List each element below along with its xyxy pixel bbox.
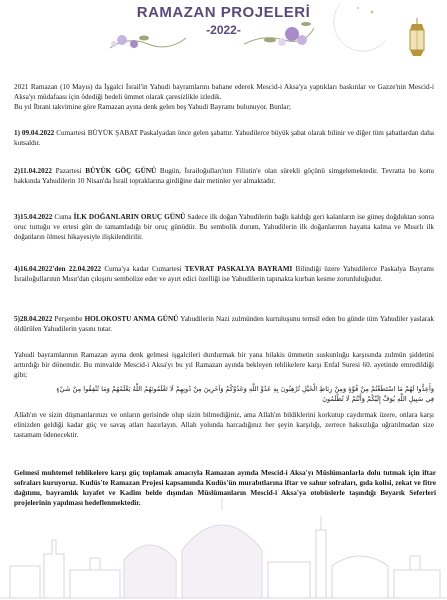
page-subtitle: -2022- [206, 23, 241, 37]
context-paragraph: Yahudi bayramlarının Ramazan ayına denk gelmesi işgalcileri durdurmak bir yana bilakis ümmetin suskunluğu karşısında zulmün şiddetini arttırdığı bir dönemdir. Bu minvalde Mescid-i Aksa'yı bu yıl Ramazan ayında bekleyen tehlikelere karşı Enfal Suresi 60. ayetinde emredildiği gibi; [14, 351, 434, 379]
holiday-date: 4)16.04.2022'den 22.04.2022 [14, 265, 102, 273]
holiday-description: Yahudilerin Nazi zulmünden kurtuluşunu temsil eden bu günde tüm Yahudiler yaslarak öldürülen Yahudilerin yasını tutar. [14, 315, 434, 333]
holiday-name: HOLOKOSTU ANMA GÜNÜ [84, 315, 179, 323]
page-title: RAMAZAN PROJELERİ [136, 4, 311, 21]
holiday-description: Bilindiği üzere Yahudilerce Paskalya Bayramı İsrailoğullarının Mısır'dan çıkışını sembolize eder ve ayırt edici özelliği ise Yahudilerin tapınakta kurban kesme zorunluluğudur. [14, 265, 434, 283]
holiday-description: Bugün, İsrailoğulları'nın Filistin'e olan sürekli göçünü simgelemektedir. Tevratta bu konu hakkında Yahudilerin 10 Nisan'da İsrail topraklarına girdiğine dair metinler yer almaktadır. [14, 167, 434, 185]
quran-verse [14, 384, 434, 404]
holiday-date: 5)28.04.2022 [14, 315, 53, 323]
holiday-date: 1) 09.04.2022 [14, 129, 55, 137]
holiday-name: TEVRAT PASKALYA BAYRAMI [184, 265, 293, 273]
call-to-action: Gelmesi muhtemel tehlikelere karşı güç toplamak amacıyla Ramazan ayında Mescid-i Aksa'yı Müslümanlarla dolu tutmak için iftar sofraları kuruyoruz. Kudüs'te Ramazan Projesi kapsamında Kudüs'ün murabıtlarına iftar ve sahur sofraları, gıda kolisi, zekat ve fitre dağıtımı, bayramlık kıyafet ve Kadim belde dışından Müslümanların Mescid-i Aksa'ya otobüslerle taşındığı Beyarık Seferleri projelerinin yapılması hedeflenmektedir. [14, 468, 436, 507]
holiday-name: İLK DOĞANLARIN ORUÇ GÜNÜ [73, 213, 186, 221]
intro-section [14, 82, 434, 112]
holiday-item-1: 1) 09.04.2022 Cumartesi BÜYÜK ŞABAT Paskalyadan önce gelen şabattır. Yahudilerce büyük şabat olarak bilinir ve diğer tüm şabatlardan daha kutsaldır. [14, 129, 434, 147]
holiday-item-2: 2)11.04.2022 Pazartesi BÜYÜK GÖÇ GÜNÜ Bugün, İsrailoğulları'nın Filistin'e olan sürekli göçünü simgelemektedir. Tevratta bu konu hakkında Yahudilerin 10 Nisan'da İsrail topraklarına girdiğine dair metinler yer almaktadır. [14, 167, 434, 185]
holiday-description: Sadece ilk doğan Yahudilerin bağlı kaldığı geri kalanların ise güneş doğduktan sonra oruc tuttuğu ve ertesi gün de tamamladığı bir oruç günüdür. Bu sembolik durum, Yahudilerin ilk doğanlarının hayatta kalma ve Mısırlı ilk doğanların ölmesi hikayesiyle ilişkilendirilir. [14, 213, 434, 241]
verse-translation: Allah'ın ve sizin düşmanlarınızı ve onların gerisinde olup sizin bilmediğiniz, ama Allah'ın bildiklerini korkutup caydırmak üzere, onlara karşı elinizden geldiği kadar güç ve savaş atları hazırlayın. Allah yolunda harcadığınız her şeyin karşılığı, zerrece haksızlığa uğratılmadan size tastamam ödenecektir. [14, 411, 434, 439]
holiday-item-4: 4)16.04.2022'den 22.04.2022 Cuma'ya kadar Cumartesi TEVRAT PASKALYA BAYRAMI Bilindiği üzere Yahudilerce Paskalya Bayramı İsrailoğullarının Mısır'dan çıkışını sembolize eder ve ayırt edici özelliği ise Yahudilerin tapınakta kurban kesme zorunluluğudur. [14, 265, 434, 283]
holiday-date: 3)15.04.2022 [14, 213, 53, 221]
intro-paragraph: 2021 Ramazan (10 Mayıs) da İşgalci İsrail'in Yahudi bayramlarını bahane ederek Mescid-i Aksa'ya yaptıkları baskınlar ve Gazze'nin Mescid-i Aksa'yı müdafaası için ödediği bedeli ümmet olarak çaresizlikle izledik. [14, 83, 434, 101]
holiday-item-3: 3)15.04.2022 Cuma İLK DOĞANLARIN ORUÇ GÜNÜ Sadece ilk doğan Yahudilerin bağlı kaldığı geri kalanların ise güneş doğduktan sonra oruc tuttuğu ve ertesi gün de tamamladığı bir oruç günüdür. Bu sembolik durum, Yahudilerin ilk doğanlarının hayatta kalma ve Mısırlı ilk doğanların ölmesi hikayesiyle ilişkilendirilir. [14, 213, 434, 241]
holiday-name: BÜYÜK GÖÇ GÜNÜ [85, 167, 157, 175]
intro-summary: Bu yıl İbrani takvimine göre Ramazan ayına denk gelen beş Yahudi Bayramı bulunuyor. Bunlar; [14, 103, 291, 111]
holiday-item-5: 5)28.04.2022 Perşembe HOLOKOSTU ANMA GÜNÜ Yahudilerin Nazi zulmünden kurtuluşunu temsil eden bu günde tüm Yahudiler yaslarak öldürülen Yahudilerin yasını tutar. [14, 315, 434, 333]
holiday-name: BÜYÜK ŞABAT [87, 129, 138, 137]
quran-verse-line-2: فِي سَبِيلِ اللَّهِ يُوَفَّ إِلَيْكُمْ وَأَنْتُمْ لَا تُظْلَمُونَ [322, 395, 434, 403]
holiday-date: 2)11.04.2022 [14, 167, 52, 175]
header [0, 4, 447, 37]
holiday-description: Paskalyadan önce gelen şabattır. Yahudilerce büyük şabat olarak bilinir ve diğer tüm şabatlardan daha kutsaldır. [14, 129, 434, 147]
quran-verse-line-1: وَأَعِدُّوا لَهُمْ مَا اسْتَطَعْتُمْ مِنْ قُوَّةٍ وَمِنْ رِبَاطِ الْخَيْلِ تُرْهِبُونَ بِهِ عَدُوَّ اللَّهِ وَعَدُوَّكُمْ وَآخَرِينَ مِنْ دُونِهِمْ لَا تَعْلَمُونَهُمُ اللَّهُ يَعْلَمُهُمْ وَمَا تُنْفِقُوا مِنْ شَيْءٍ [56, 385, 434, 393]
